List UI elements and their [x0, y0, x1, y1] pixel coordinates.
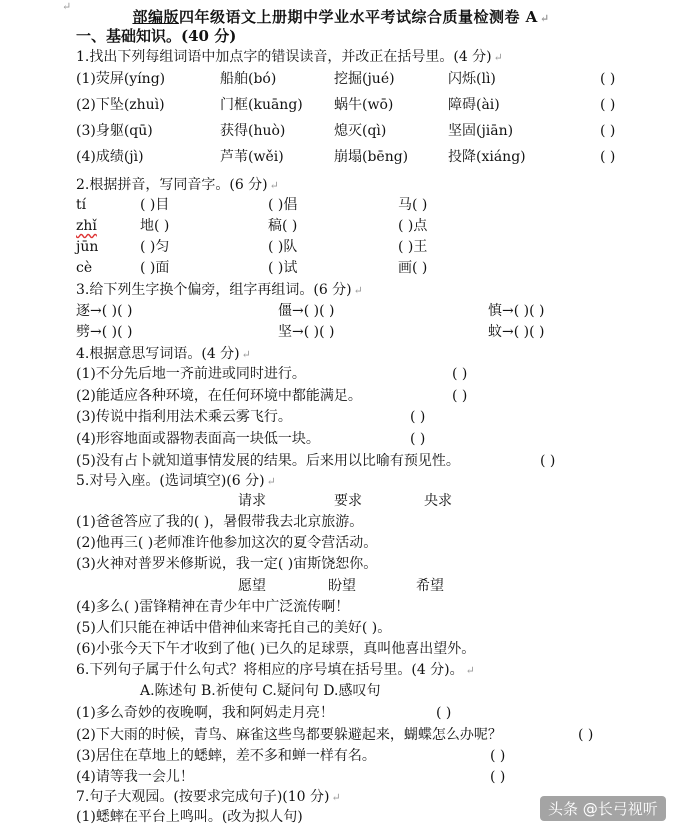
q1-r3-c2: 获得(huò) — [220, 123, 286, 139]
q1-r4-c1: (4)成绩(jì) — [76, 149, 144, 165]
cursor-mark: ↵ — [62, 0, 72, 13]
q5-word-1: 请求 — [238, 493, 266, 509]
q4-item-4: (4)形容地面或器物表面高一块低一块。 — [76, 431, 320, 447]
q5-item-5: (5)人们只能在神话中借神仙来寄托自己的美好( )。 — [76, 620, 392, 636]
q4-item-5: (5)没有占卜就知道事情发展的结果。后来用以比喻有预见性。 — [76, 453, 460, 469]
section-basic-knowledge: 一、基础知识。(40 分) — [76, 27, 237, 45]
q1-r3-c4: 坚固(jiān) — [448, 123, 514, 139]
q6-item-4: (4)请等我一会儿！ — [76, 769, 194, 785]
q2-r3-c1[interactable]: ( )匀 — [140, 239, 170, 255]
q2-r3-pinyin: jūn — [76, 239, 99, 255]
q1-r3-answer[interactable]: ( ) — [600, 123, 616, 139]
q2-r1-pinyin: tí — [76, 197, 87, 213]
q4-item-3: (3)传说中指利用法术乘云雾飞行。 — [76, 409, 292, 425]
q1-r3-c3: 熄灭(qì) — [334, 123, 387, 139]
q5-word-5: 盼望 — [328, 578, 356, 594]
q3-r2-c2[interactable]: 坚→( )( ) — [278, 324, 335, 340]
q1-r2-c2: 门框(kuāng) — [220, 97, 303, 113]
q3-r2-c3[interactable]: 蚊→( )( ) — [488, 324, 545, 340]
q6-item-3-answer[interactable]: ( ) — [490, 748, 506, 764]
q3-r1-c2[interactable]: 僵→( )( ) — [278, 303, 335, 319]
q1-r1-answer[interactable]: ( ) — [600, 71, 616, 87]
title-main: 四年级语文上册期中学业水平考试综合质量检测卷 A — [178, 8, 538, 26]
q6-options: A.陈述句 B.祈使句 C.疑问句 D.感叹句 — [140, 683, 381, 699]
q5-item-6: (6)小张今天下午才收到了他( )已久的足球票，真叫他喜出望外。 — [76, 641, 476, 657]
q6-item-1-answer[interactable]: ( ) — [436, 705, 452, 721]
q6-prompt: 6.下列句子属于什么句式？将相应的序号填在括号里。(4 分)。 ↵ — [76, 662, 475, 678]
q6-item-1: (1)多么奇妙的夜晚啊，我和阿妈走月亮！ — [76, 705, 334, 721]
q2-r4-c2[interactable]: ( )试 — [268, 260, 298, 276]
q2-r2-c1[interactable]: 地( ) — [140, 218, 170, 234]
q4-prompt: 4.根据意思写词语。(4 分) ↵ — [76, 346, 251, 362]
q1-r1-c1: (1)荧屏(yíng) — [76, 71, 166, 87]
q5-item-4: (4)多么( )雷锋精神在青少年中广泛流传啊！ — [76, 599, 350, 615]
q4-item-2-answer[interactable]: ( ) — [452, 388, 468, 404]
q1-r4-c2: 芦苇(wěi) — [220, 149, 284, 165]
q7-prompt: 7.句子大观园。(按要求完成句子)(10 分) ↵ — [76, 789, 341, 805]
q2-r2-c3[interactable]: ( )点 — [398, 218, 428, 234]
q1-r2-answer[interactable]: ( ) — [600, 97, 616, 113]
q1-r2-c3: 蜗牛(wō) — [334, 97, 394, 113]
q2-r1-c3[interactable]: 马( ) — [398, 197, 428, 213]
q5-item-3: (3)火神对普罗米修斯说，我一定( )宙斯饶恕你。 — [76, 556, 378, 572]
q1-r1-c4: 闪烁(lì) — [448, 71, 496, 87]
q4-item-1: (1)不分先后地一齐前进或同时进行。 — [76, 366, 306, 382]
q2-r2-pinyin: zhǐ — [76, 218, 97, 234]
q2-r4-c3[interactable]: 画( ) — [398, 260, 428, 276]
title-prefix: 部编版 — [132, 8, 179, 26]
q1-r4-c3: 崩塌(bēng) — [334, 149, 409, 165]
q7-item-1: (1)蟋蟀在平台上鸣叫。(改为拟人句) — [76, 809, 303, 825]
q5-item-2: (2)他再三( )老师准许他参加这次的夏令营活动。 — [76, 535, 378, 551]
watermark: 头条 @长弓视听 — [540, 796, 666, 821]
q4-item-3-answer[interactable]: ( ) — [410, 409, 426, 425]
q6-item-2-answer[interactable]: ( ) — [578, 727, 594, 743]
q2-r4-pinyin: cè — [76, 260, 93, 276]
q2-r3-c3[interactable]: ( )王 — [398, 239, 428, 255]
q2-prompt: 2.根据拼音，写同音字。(6 分) ↵ — [76, 177, 279, 193]
document-title: 部编版四年级语文上册期中学业水平考试综合质量检测卷 A ↵ — [132, 8, 550, 26]
q5-item-1: (1)爸爸答应了我的( )，暑假带我去北京旅游。 — [76, 514, 364, 530]
q1-r1-c3: 挖掘(jué) — [334, 71, 395, 87]
q4-item-4-answer[interactable]: ( ) — [410, 431, 426, 447]
q2-r1-c2[interactable]: ( )倡 — [268, 197, 298, 213]
q1-r2-c4: 障碍(ài) — [448, 97, 500, 113]
q1-r4-c4: 投降(xiáng) — [448, 149, 526, 165]
q1-r3-c1: (3)身躯(qū) — [76, 123, 153, 139]
q6-item-2: (2)下大雨的时候，青鸟、麻雀这些鸟都要躲避起来，蝴蝶怎么办呢？ — [76, 727, 502, 743]
q6-item-3: (3)居住在草地上的蟋蟀，差不多和蝉一样有名。 — [76, 748, 376, 764]
q5-prompt: 5.对号入座。(选词填空)(6 分) ↵ — [76, 473, 276, 489]
q1-r2-c1: (2)下坠(zhuì) — [76, 97, 165, 113]
q4-item-2: (2)能适应各种环境，在任何环境中都能满足。 — [76, 388, 362, 404]
q2-r3-c2[interactable]: ( )队 — [268, 239, 298, 255]
q4-item-1-answer[interactable]: ( ) — [452, 366, 468, 382]
q2-r1-c1[interactable]: ( )目 — [140, 197, 170, 213]
q2-r4-c1[interactable]: ( )面 — [140, 260, 170, 276]
q5-word-3: 央求 — [424, 493, 452, 509]
q3-r2-c1[interactable]: 劈→( )( ) — [76, 324, 133, 340]
q5-word-6: 希望 — [416, 578, 444, 594]
q6-item-4-answer[interactable]: ( ) — [490, 769, 506, 785]
q5-word-4: 愿望 — [238, 578, 266, 594]
q3-prompt: 3.给下列生字换个偏旁，组字再组词。(6 分) ↵ — [76, 282, 363, 298]
q4-item-5-answer[interactable]: ( ) — [540, 453, 556, 469]
q2-r2-c2[interactable]: 稿( ) — [268, 218, 298, 234]
q1-r4-answer[interactable]: ( ) — [600, 149, 616, 165]
q3-r1-c3[interactable]: 慎→( )( ) — [488, 303, 545, 319]
q5-word-2: 要求 — [334, 493, 362, 509]
q1-prompt: 1.找出下列每组词语中加点字的错误读音，并改正在括号里。(4 分) ↵ — [76, 49, 503, 65]
q3-r1-c1[interactable]: 逐→( )( ) — [76, 303, 133, 319]
q1-r1-c2: 船舶(bó) — [220, 71, 277, 87]
